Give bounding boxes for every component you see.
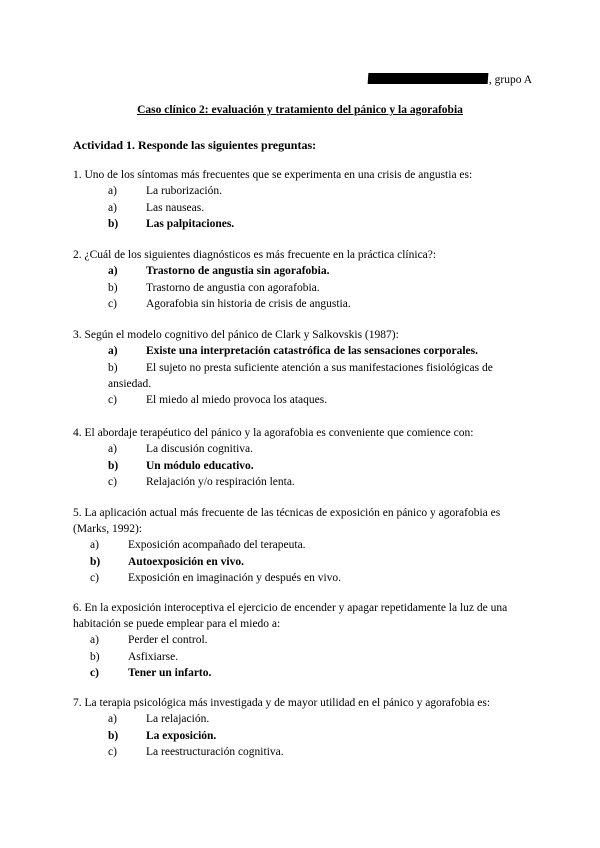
option-a-correct: a) Existe una interpretación catastrófica de las sensaciones corporales. (108, 345, 478, 357)
option-c-correct: c) Tener un infarto. (90, 667, 212, 679)
question-6 (73, 600, 523, 682)
option-c: c) Exposición en imaginación y después en vivo. (90, 572, 342, 584)
question-3 (73, 327, 523, 408)
option-a-correct: a) Trastorno de angustia sin agorafobia. (108, 265, 330, 277)
option-b-correct: b) La exposición. (108, 729, 217, 742)
option-c: c) El miedo al miedo provoca los ataques. (108, 393, 328, 406)
question-2 (73, 247, 523, 313)
option-a: a) La discusión cognitiva. (108, 443, 253, 455)
question-stem: 1. Uno de los síntomas más frecuentes que se experimenta en una crisis de angustia es: (73, 169, 473, 181)
question-stem: 2. ¿Cuál de los siguientes diagnósticos es más frecuente en la práctica clínica?: (73, 249, 437, 261)
page-title: Caso clínico 2: evaluación y tratamiento del pánico y la agorafobia (137, 104, 463, 116)
question-5 (73, 505, 523, 587)
option-a2: a) Las nauseas. (108, 201, 205, 214)
group-label: , grupo A (488, 74, 532, 86)
option-a: a) La ruborización. (108, 185, 222, 197)
option-b-correct: b) Un módulo educativo. (108, 459, 254, 472)
option-c: c) La reestructuración cognitiva. (108, 746, 284, 758)
student-header (368, 73, 532, 86)
question-stem: 5. La aplicación actual más frecuente de las técnicas de exposición en pánico y agorafobia es (Marks, 1992): (73, 507, 501, 535)
question-stem: 3. Según el modelo cognitivo del pánico de Clark y Salkovskis (1987): (73, 329, 399, 341)
question-stem: 7. La terapia psicológica más investigada y de mayor utilidad en el pánico y agorafobia es: (73, 697, 491, 709)
question-stem: 4. El abordaje terapéutico del pánico y la agorafobia es conveniente que comience con: (73, 427, 474, 439)
option-b: b) Trastorno de angustia con agorafobia. (108, 281, 320, 294)
option-a: a) Perder el control. (90, 634, 208, 646)
option-b: b) El sujeto no presta suficiente atención a sus manifestaciones fisiológicas de ansiedad. (108, 361, 493, 390)
question-7 (73, 695, 523, 761)
activity-heading: Actividad 1. Responde las siguientes preguntas: (73, 138, 317, 152)
option-b-correct: b) Las palpitaciones. (108, 218, 235, 230)
redacted-name (367, 73, 488, 84)
option-a: a) La relajación. (108, 713, 210, 725)
option-a: a) Exposición acompañado del terapeuta. (90, 539, 306, 551)
option-b: b) Asfixiarse. (90, 650, 179, 663)
question-4 (73, 425, 523, 491)
option-c: c) Agorafobia sin historia de crisis de angustia. (108, 298, 351, 310)
option-b-correct: b) Autoexposición en vivo. (90, 555, 244, 568)
question-stem: 6. En la exposición interoceptiva el ejercicio de encender y apagar repetidamente la luz de una habitación se puede emplear para el miedo a: (73, 602, 508, 630)
question-1 (73, 167, 523, 233)
option-c: c) Relajación y/o respiración lenta. (108, 476, 295, 488)
